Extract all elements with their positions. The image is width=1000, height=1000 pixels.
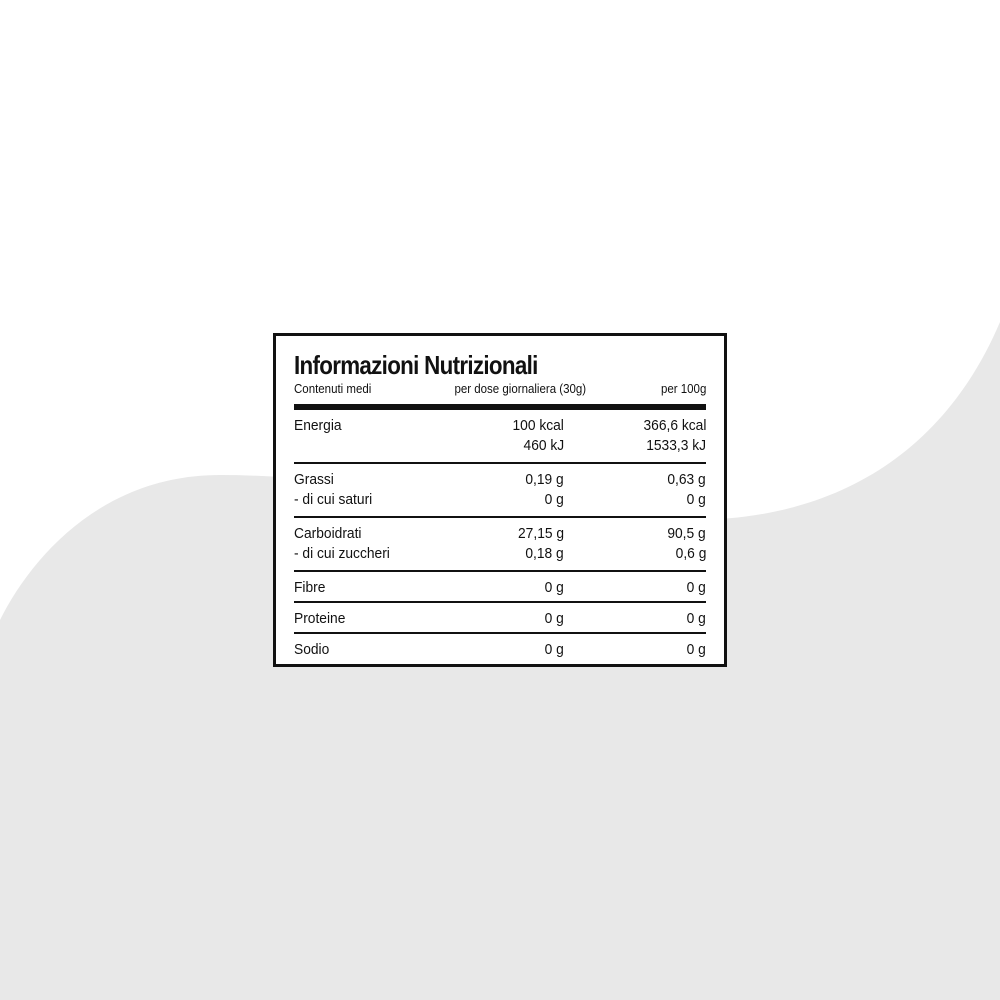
column-header-row: [294, 381, 706, 397]
sodium-group: [294, 634, 706, 666]
energy-row: [294, 416, 706, 436]
sugars-dose: 0,18 g: [525, 545, 564, 562]
carbs-dose: 27,15 g: [517, 525, 564, 542]
header-dose: per dose giornaliera (30g): [454, 382, 587, 396]
energy-kj-row: [294, 436, 706, 456]
energy-label: Energia: [294, 417, 342, 434]
panel-title: Informazioni Nutrizionali: [294, 350, 538, 380]
fats-row: [294, 470, 706, 490]
energy-per100-kcal: 366,6 kcal: [643, 417, 707, 434]
protein-per100: 0 g: [686, 610, 707, 627]
sugars-per100: 0,6 g: [675, 545, 707, 562]
energy-group: [294, 410, 706, 462]
carbs-per100: 90,5 g: [667, 525, 707, 542]
saturated-fats-dose: 0 g: [544, 491, 564, 508]
carbs-label: Carboidrati: [294, 525, 362, 542]
protein-dose: 0 g: [544, 610, 564, 627]
saturated-fats-row: [294, 490, 706, 510]
sodium-dose: 0 g: [544, 641, 564, 658]
header-per-100g: per 100g: [660, 382, 706, 396]
sugars-row: [294, 544, 706, 564]
protein-row: [294, 609, 706, 629]
carbs-row: [294, 524, 706, 544]
fats-dose: 0,19 g: [525, 471, 564, 488]
fibre-dose: 0 g: [544, 579, 564, 596]
protein-label: Proteine: [294, 610, 346, 627]
energy-per100-kj: 1533,3 kJ: [646, 437, 707, 454]
fibre-row: [294, 578, 706, 598]
nutrition-facts-panel: [273, 333, 727, 667]
energy-dose-kcal: 100 kcal: [512, 417, 564, 434]
protein-group: [294, 603, 706, 632]
fibre-group: [294, 572, 706, 601]
fats-group: [294, 464, 706, 516]
sugars-label: - di cui zuccheri: [294, 545, 390, 562]
sodium-label: Sodio: [294, 641, 330, 658]
sodium-per100: 0 g: [686, 641, 707, 658]
energy-dose-kj: 460 kJ: [523, 437, 564, 454]
header-label: Contenuti medi: [294, 382, 372, 396]
saturated-fats-per100: 0 g: [686, 491, 707, 508]
fats-label: Grassi: [294, 471, 334, 488]
fibre-label: Fibre: [294, 579, 326, 596]
fats-per100: 0,63 g: [667, 471, 707, 488]
fibre-per100: 0 g: [686, 579, 707, 596]
saturated-fats-label: - di cui saturi: [294, 491, 373, 508]
carbs-group: [294, 518, 706, 570]
sodium-row: [294, 640, 706, 660]
